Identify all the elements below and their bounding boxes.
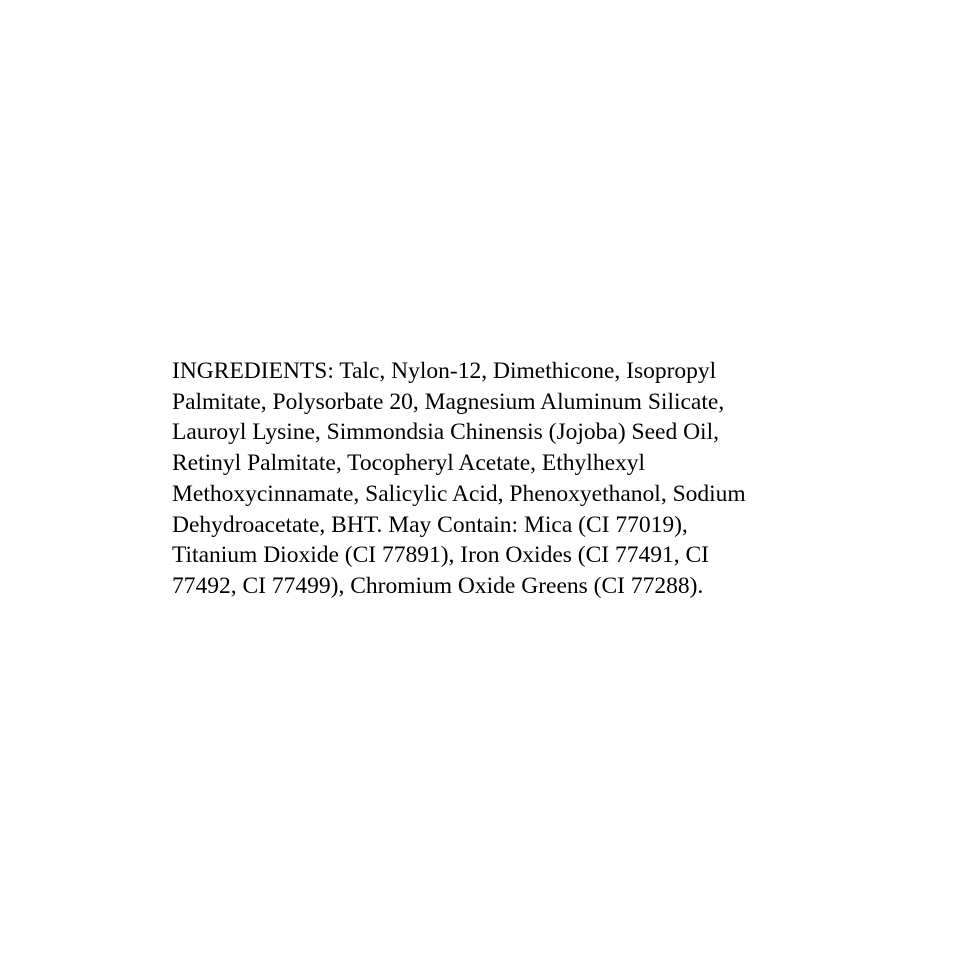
ingredients-line: Retinyl Palmitate, Tocopheryl Acetate, Ethylhexyl bbox=[172, 450, 646, 477]
ingredients-line: INGREDIENTS: Talc, Nylon-12, Dimethicone, Isopropyl bbox=[172, 358, 717, 384]
ingredients-line: Palmitate, Polysorbate 20, Magnesium Aluminum Silicate, bbox=[172, 388, 725, 415]
ingredients-line: Methoxycinnamate, Salicylic Acid, Phenoxyethanol, Sodium bbox=[172, 480, 746, 507]
ingredients-line: 77492, CI 77499), Chromium Oxide Greens (CI 77288). bbox=[172, 572, 704, 599]
ingredients-line: Dehydroacetate, BHT. May Contain: Mica (CI 77019), bbox=[172, 511, 688, 538]
ingredients-line: Titanium Dioxide (CI 77891), Iron Oxides (CI 77491, CI bbox=[172, 542, 709, 569]
ingredients-text-block bbox=[172, 356, 812, 602]
ingredients-line: Lauroyl Lysine, Simmondsia Chinensis (Jojoba) Seed Oil, bbox=[172, 419, 719, 446]
